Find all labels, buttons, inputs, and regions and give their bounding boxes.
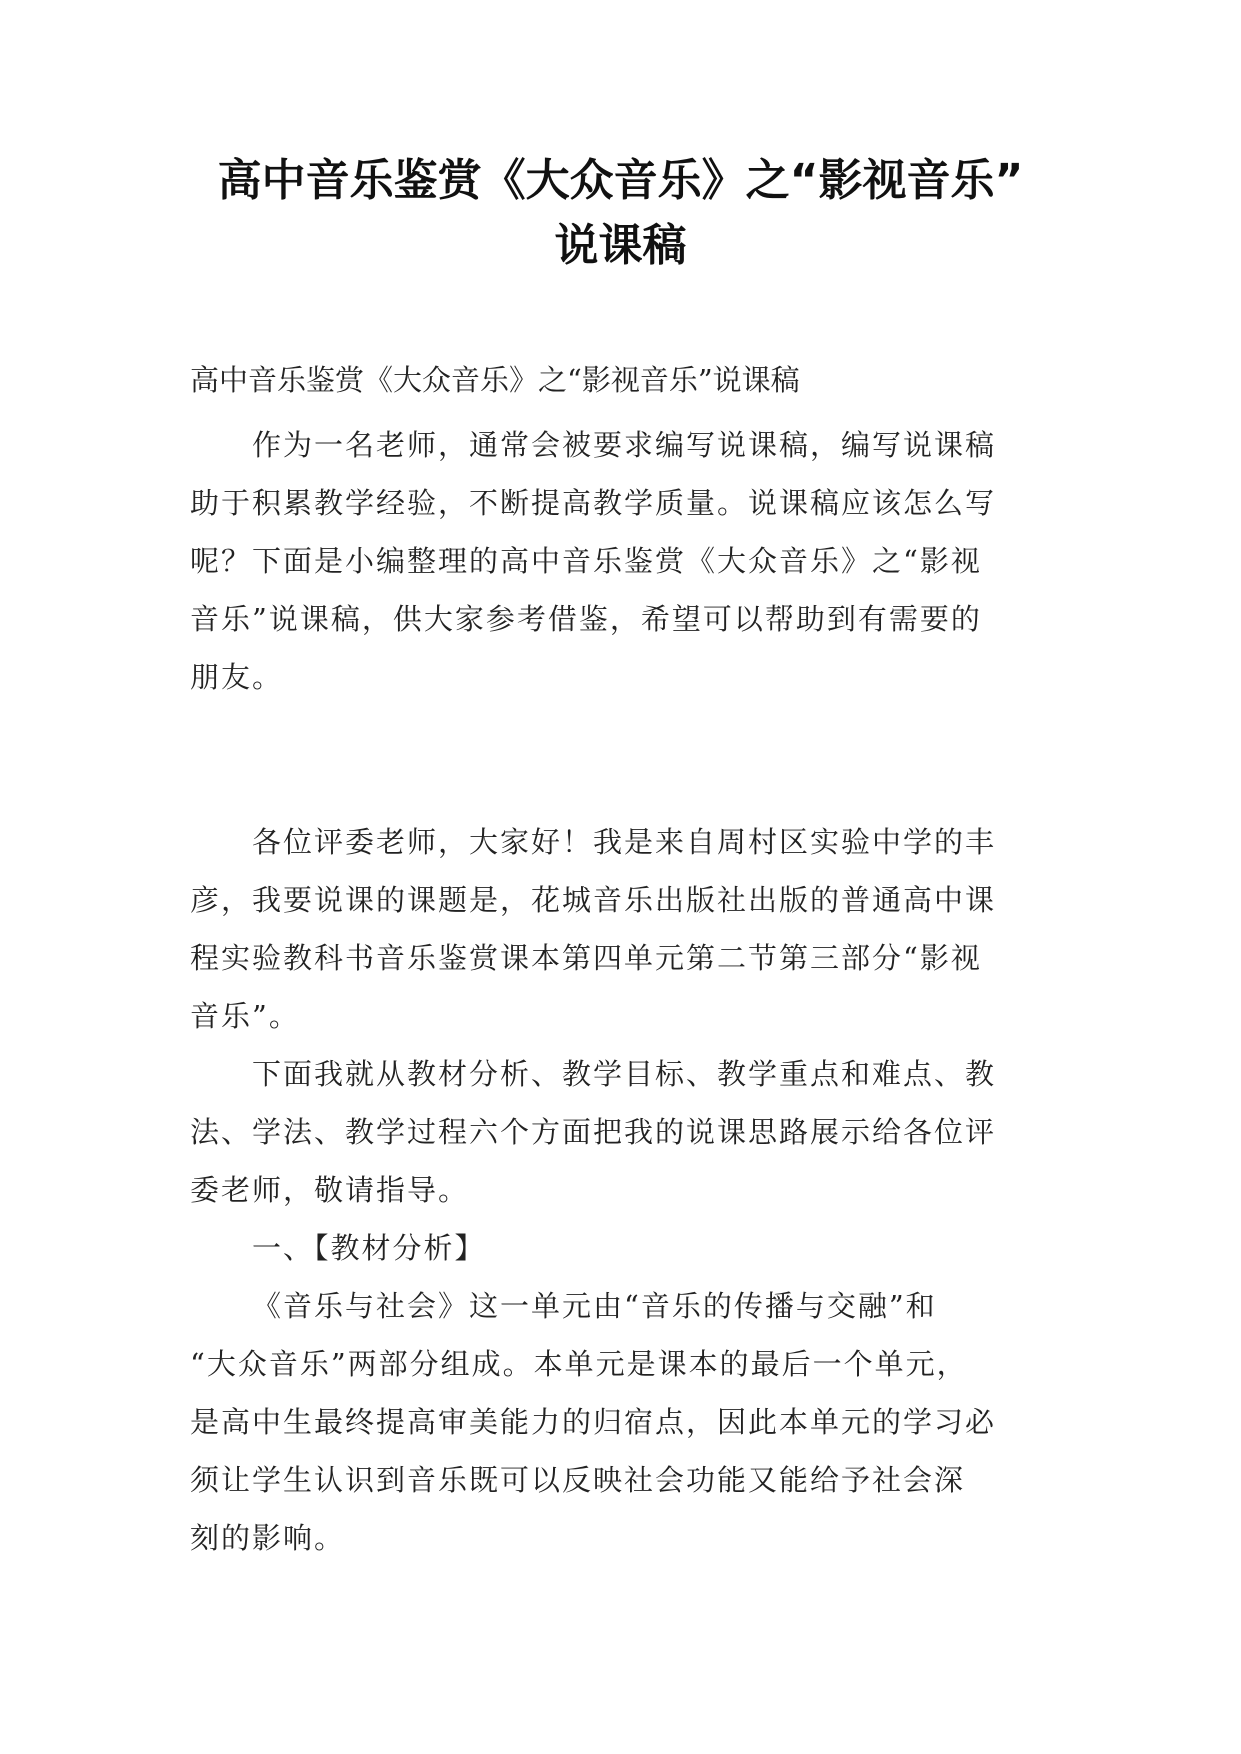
paragraph-line: 各位评委老师，大家好！我是来自周村区实验中学的丰 (252, 825, 997, 859)
document-title-line-1: 高中音乐鉴赏《大众音乐》之“影视音乐” (217, 155, 1024, 206)
paragraph-line: 委老师，敬请指导。 (190, 1173, 470, 1207)
paragraph-line: 彦，我要说课的课题是，花城音乐出版社出版的普通高中课 (190, 883, 997, 917)
paragraph-line: 法、学法、教学过程六个方面把我的说课思路展示给各位评 (190, 1115, 997, 1149)
paragraph-line: 《音乐与社会》这一单元由“音乐的传播与交融”和 (252, 1289, 937, 1323)
paragraph-intro (190, 416, 1050, 706)
paragraph-line: 下面我就从教材分析、教学目标、教学重点和难点、教 (252, 1057, 997, 1091)
paragraph-line: 是高中生最终提高审美能力的归宿点，因此本单元的学习必 (190, 1405, 997, 1439)
document-subtitle: 高中音乐鉴赏《大众音乐》之“影视音乐”说课稿 (190, 363, 800, 397)
paragraph-line: 作为一名老师，通常会被要求编写说课稿，编写说课稿 (252, 428, 997, 462)
paragraph-line: 刻的影响。 (190, 1521, 346, 1555)
paragraph-line: 音乐”说课稿，供大家参考借鉴，希望可以帮助到有需要的 (190, 602, 982, 636)
paragraph-outline (190, 1045, 1050, 1219)
paragraph-line: 程实验教科书音乐鉴赏课本第四单元第二节第三部分“影视 (190, 941, 982, 975)
paragraph-line: 音乐”。 (190, 999, 300, 1033)
paragraph-line: 呢？下面是小编整理的高中音乐鉴赏《大众音乐》之“影视 (190, 544, 982, 578)
paragraph-greeting (190, 813, 1050, 1045)
section-heading (190, 1219, 1050, 1277)
paragraph-line: 助于积累教学经验，不断提高教学质量。说课稿应该怎么写 (190, 486, 997, 520)
paragraph-line: 须让学生认识到音乐既可以反映社会功能又能给予社会深 (190, 1463, 966, 1497)
document-title-line-2: 说课稿 (554, 220, 687, 271)
section-heading-text: 一、【教材分析】 (252, 1231, 486, 1265)
paragraph-textbook-analysis (190, 1277, 1050, 1567)
paragraph-line: “大众音乐”两部分组成。本单元是课本的最后一个单元， (190, 1347, 968, 1381)
paragraph-line: 朋友。 (190, 660, 284, 694)
